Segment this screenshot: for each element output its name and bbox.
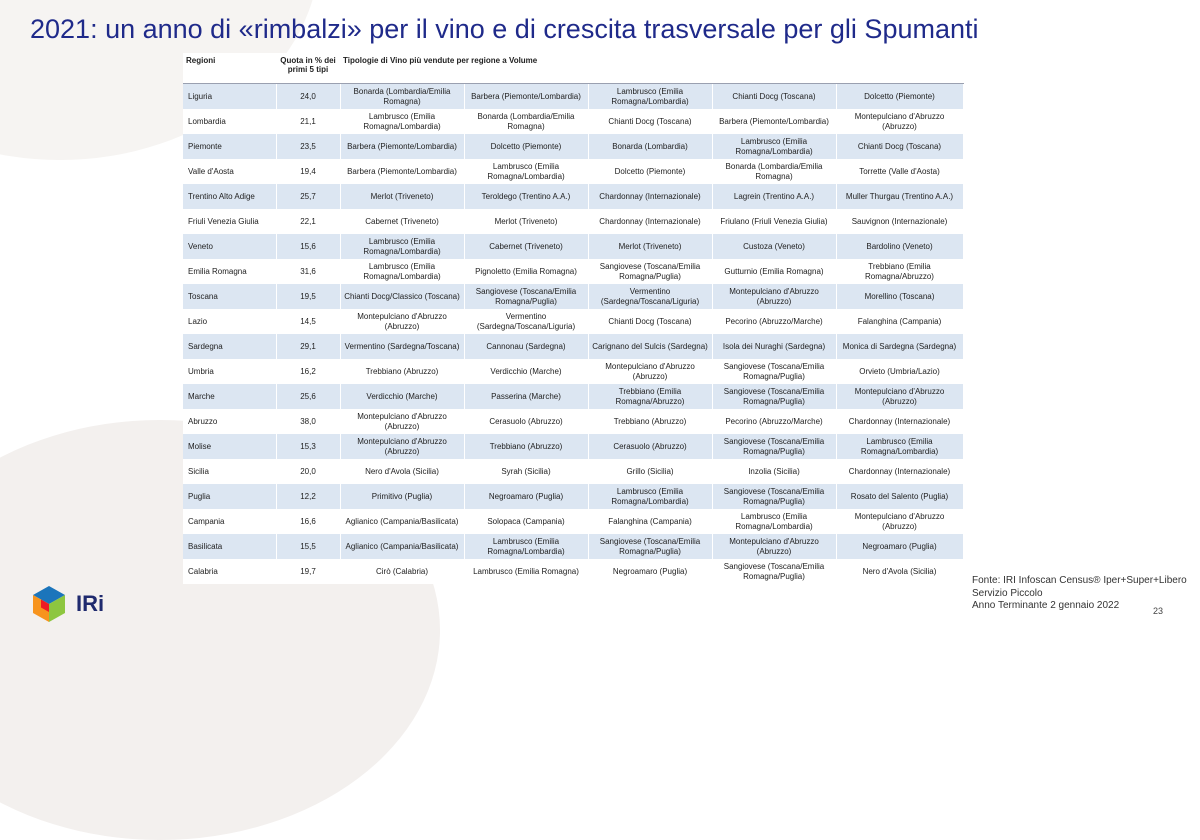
table-row [183, 159, 963, 184]
region-cell: Piemonte [183, 134, 276, 159]
wine-cell: Barbera (Piemonte/Lombardia) [340, 159, 464, 184]
wine-cell: Morellino (Toscana) [836, 284, 963, 309]
header-empty [836, 53, 963, 84]
wine-cell: Montepulciano d'Abruzzo (Abruzzo) [340, 409, 464, 434]
quota-cell: 29,1 [276, 334, 340, 359]
wine-cell: Lambrusco (Emilia Romagna/Lombardia) [836, 434, 963, 459]
table-row [183, 209, 963, 234]
wine-cell: Chianti Docg (Toscana) [836, 134, 963, 159]
quota-cell: 38,0 [276, 409, 340, 434]
wine-cell: Custoza (Veneto) [712, 234, 836, 259]
table-row [183, 359, 963, 384]
quota-cell: 25,6 [276, 384, 340, 409]
quota-cell: 25,7 [276, 184, 340, 209]
wine-cell: Chianti Docg/Classico (Toscana) [340, 284, 464, 309]
wine-cell: Syrah (Sicilia) [464, 459, 588, 484]
wine-cell: Chardonnay (Internazionale) [588, 184, 712, 209]
wine-cell: Falanghina (Campania) [836, 309, 963, 334]
wine-cell: Trebbiano (Emilia Romagna/Abruzzo) [836, 259, 963, 284]
region-cell: Puglia [183, 484, 276, 509]
table-row [183, 234, 963, 259]
header-empty [712, 53, 836, 84]
table-row [183, 484, 963, 509]
wine-cell: Montepulciano d'Abruzzo (Abruzzo) [712, 534, 836, 559]
wine-cell: Cirò (Calabria) [340, 559, 464, 584]
wine-cell: Cabernet (Triveneto) [464, 234, 588, 259]
region-cell: Sardegna [183, 334, 276, 359]
quota-cell: 14,5 [276, 309, 340, 334]
wine-cell: Lambrusco (Emilia Romagna/Lombardia) [340, 234, 464, 259]
wine-cell: Sangiovese (Toscana/Emilia Romagna/Puglia) [712, 359, 836, 384]
wine-cell: Chianti Docg (Toscana) [588, 309, 712, 334]
table-row [183, 459, 963, 484]
wine-cell: Sangiovese (Toscana/Emilia Romagna/Puglia) [588, 259, 712, 284]
header-regions: Regioni [183, 53, 276, 84]
wine-cell: Pecorino (Abruzzo/Marche) [712, 409, 836, 434]
table-row [183, 384, 963, 409]
region-cell: Sicilia [183, 459, 276, 484]
wine-cell: Isola dei Nuraghi (Sardegna) [712, 334, 836, 359]
wine-cell: Lambrusco (Emilia Romagna/Lombardia) [340, 259, 464, 284]
wine-cell: Cerasuolo (Abruzzo) [464, 409, 588, 434]
wine-cell: Pecorino (Abruzzo/Marche) [712, 309, 836, 334]
region-cell: Lombardia [183, 109, 276, 134]
table-row [183, 509, 963, 534]
wine-cell: Chianti Docg (Toscana) [712, 84, 836, 110]
wine-cell: Merlot (Triveneto) [340, 184, 464, 209]
wine-cell: Lambrusco (Emilia Romagna/Lombardia) [588, 484, 712, 509]
wine-cell: Muller Thurgau (Trentino A.A.) [836, 184, 963, 209]
wine-cell: Lambrusco (Emilia Romagna/Lombardia) [464, 159, 588, 184]
wine-cell: Bardolino (Veneto) [836, 234, 963, 259]
quota-cell: 15,3 [276, 434, 340, 459]
wine-cell: Monica di Sardegna (Sardegna) [836, 334, 963, 359]
table-row [183, 284, 963, 309]
region-cell: Veneto [183, 234, 276, 259]
quota-cell: 15,6 [276, 234, 340, 259]
region-cell: Calabria [183, 559, 276, 584]
table-row [183, 259, 963, 284]
wine-cell: Nero d'Avola (Sicilia) [836, 559, 963, 584]
wine-cell: Negroamaro (Puglia) [588, 559, 712, 584]
wine-cell: Sangiovese (Toscana/Emilia Romagna/Puglia) [712, 484, 836, 509]
wine-cell: Merlot (Triveneto) [464, 209, 588, 234]
table-row [183, 534, 963, 559]
source-line: Anno Terminante 2 gennaio 2022 [972, 600, 1120, 611]
quota-cell: 19,4 [276, 159, 340, 184]
wine-cell: Montepulciano d'Abruzzo (Abruzzo) [836, 509, 963, 534]
table-row [183, 409, 963, 434]
wine-cell: Trebbiano (Abruzzo) [464, 434, 588, 459]
wine-cell: Chardonnay (Internazionale) [588, 209, 712, 234]
wine-cell: Bonarda (Lombardia/Emilia Romagna) [464, 109, 588, 134]
wine-cell: Montepulciano d'Abruzzo (Abruzzo) [588, 359, 712, 384]
wine-cell: Solopaca (Campania) [464, 509, 588, 534]
wine-cell: Pignoletto (Emilia Romagna) [464, 259, 588, 284]
wine-cell: Friulano (Friuli Venezia Giulia) [712, 209, 836, 234]
wine-cell: Sangiovese (Toscana/Emilia Romagna/Puglia) [464, 284, 588, 309]
wine-cell: Aglianico (Campania/Basilicata) [340, 534, 464, 559]
region-cell: Basilicata [183, 534, 276, 559]
wine-cell: Rosato del Salento (Puglia) [836, 484, 963, 509]
wine-cell: Sangiovese (Toscana/Emilia Romagna/Puglia) [712, 434, 836, 459]
iri-cube-icon [30, 584, 68, 624]
header-quota: Quota in % dei primi 5 tipi [276, 53, 340, 84]
wine-cell: Merlot (Triveneto) [588, 234, 712, 259]
quota-cell: 12,2 [276, 484, 340, 509]
wine-cell: Primitivo (Puglia) [340, 484, 464, 509]
quota-cell: 15,5 [276, 534, 340, 559]
wine-cell: Montepulciano d'Abruzzo (Abruzzo) [836, 384, 963, 409]
wine-cell: Lagrein (Trentino A.A.) [712, 184, 836, 209]
region-cell: Umbria [183, 359, 276, 384]
wine-cell: Sauvignon (Internazionale) [836, 209, 963, 234]
wine-cell: Dolcetto (Piemonte) [588, 159, 712, 184]
page-title: 2021: un anno di «rimbalzi» per il vino e di crescita trasversale per gli Spumanti [30, 14, 979, 44]
table-row [183, 559, 963, 584]
wine-cell: Trebbiano (Abruzzo) [340, 359, 464, 384]
wine-cell: Cannonau (Sardegna) [464, 334, 588, 359]
wine-cell: Orvieto (Umbria/Lazio) [836, 359, 963, 384]
iri-logo [30, 582, 130, 626]
source-line: Servizio Piccolo [972, 587, 1043, 599]
wine-cell: Inzolia (Sicilia) [712, 459, 836, 484]
wine-cell: Vermentino (Sardegna/Toscana/Liguria) [464, 309, 588, 334]
wine-cell: Trebbiano (Abruzzo) [588, 409, 712, 434]
quota-cell: 16,2 [276, 359, 340, 384]
quota-cell: 24,0 [276, 84, 340, 110]
quota-cell: 19,5 [276, 284, 340, 309]
wine-cell: Aglianico (Campania/Basilicata) [340, 509, 464, 534]
header-wine-types: Tipologie di Vino più vendute per regione a Volume [340, 53, 588, 84]
wine-cell: Negroamaro (Puglia) [836, 534, 963, 559]
table-row [183, 84, 963, 110]
region-cell: Lazio [183, 309, 276, 334]
logo-text: IRi [76, 591, 105, 616]
quota-cell: 31,6 [276, 259, 340, 284]
quota-cell: 22,1 [276, 209, 340, 234]
wine-cell: Vermentino (Sardegna/Toscana) [340, 334, 464, 359]
source-line: Fonte: IRI Infoscan Census® Iper+Super+Libero [972, 575, 1187, 586]
wine-cell: Lambrusco (Emilia Romagna/Lombardia) [712, 509, 836, 534]
wine-cell: Trebbiano (Emilia Romagna/Abruzzo) [588, 384, 712, 409]
wine-cell: Teroldego (Trentino A.A.) [464, 184, 588, 209]
region-cell: Emilia Romagna [183, 259, 276, 284]
region-cell: Toscana [183, 284, 276, 309]
wine-table-container [183, 53, 963, 584]
region-cell: Abruzzo [183, 409, 276, 434]
wine-cell: Barbera (Piemonte/Lombardia) [464, 84, 588, 110]
wine-cell: Verdicchio (Marche) [464, 359, 588, 384]
table-row [183, 134, 963, 159]
wine-cell: Montepulciano d'Abruzzo (Abruzzo) [340, 309, 464, 334]
wine-cell: Bonarda (Lombardia) [588, 134, 712, 159]
wine-cell: Lambrusco (Emilia Romagna/Lombardia) [712, 134, 836, 159]
quota-cell: 16,6 [276, 509, 340, 534]
table-row [183, 109, 963, 134]
table-row [183, 334, 963, 359]
wine-cell: Bonarda (Lombardia/Emilia Romagna) [340, 84, 464, 110]
table-body [183, 84, 963, 585]
wine-cell: Carignano del Sulcis (Sardegna) [588, 334, 712, 359]
quota-cell: 23,5 [276, 134, 340, 159]
quota-cell: 20,0 [276, 459, 340, 484]
header-empty [588, 53, 712, 84]
region-cell: Trentino Alto Adige [183, 184, 276, 209]
wine-cell: Dolcetto (Piemonte) [464, 134, 588, 159]
wine-cell: Lambrusco (Emilia Romagna/Lombardia) [588, 84, 712, 110]
wine-cell: Lambrusco (Emilia Romagna) [464, 559, 588, 584]
wine-cell: Torrette (Valle d'Aosta) [836, 159, 963, 184]
wine-cell: Montepulciano d'Abruzzo (Abruzzo) [712, 284, 836, 309]
region-cell: Friuli Venezia Giulia [183, 209, 276, 234]
wine-cell: Bonarda (Lombardia/Emilia Romagna) [712, 159, 836, 184]
table-row [183, 184, 963, 209]
wine-cell: Vermentino (Sardegna/Toscana/Liguria) [588, 284, 712, 309]
region-cell: Marche [183, 384, 276, 409]
wine-cell: Montepulciano d'Abruzzo (Abruzzo) [340, 434, 464, 459]
wine-cell: Chardonnay (Internazionale) [836, 409, 963, 434]
wine-cell: Lambrusco (Emilia Romagna/Lombardia) [464, 534, 588, 559]
wine-cell: Sangiovese (Toscana/Emilia Romagna/Puglia) [588, 534, 712, 559]
quota-cell: 21,1 [276, 109, 340, 134]
region-cell: Valle d'Aosta [183, 159, 276, 184]
wine-cell: Negroamaro (Puglia) [464, 484, 588, 509]
quota-cell: 19,7 [276, 559, 340, 584]
region-cell: Campania [183, 509, 276, 534]
wine-table [183, 53, 964, 584]
wine-cell: Chardonnay (Internazionale) [836, 459, 963, 484]
wine-cell: Lambrusco (Emilia Romagna/Lombardia) [340, 109, 464, 134]
region-cell: Molise [183, 434, 276, 459]
wine-cell: Falanghina (Campania) [588, 509, 712, 534]
wine-cell: Gutturnio (Emilia Romagna) [712, 259, 836, 284]
wine-cell: Barbera (Piemonte/Lombardia) [340, 134, 464, 159]
region-cell: Liguria [183, 84, 276, 110]
wine-cell: Cerasuolo (Abruzzo) [588, 434, 712, 459]
wine-cell: Grillo (Sicilia) [588, 459, 712, 484]
table-row [183, 309, 963, 334]
wine-cell: Chianti Docg (Toscana) [588, 109, 712, 134]
table-row [183, 434, 963, 459]
page-number: 23 [1153, 606, 1164, 616]
wine-cell: Cabernet (Triveneto) [340, 209, 464, 234]
wine-cell: Dolcetto (Piemonte) [836, 84, 963, 110]
wine-cell: Verdicchio (Marche) [340, 384, 464, 409]
wine-cell: Nero d'Avola (Sicilia) [340, 459, 464, 484]
wine-cell: Sangiovese (Toscana/Emilia Romagna/Puglia) [712, 384, 836, 409]
wine-cell: Sangiovese (Toscana/Emilia Romagna/Puglia) [712, 559, 836, 584]
wine-cell: Montepulciano d'Abruzzo (Abruzzo) [836, 109, 963, 134]
table-header-row [183, 53, 963, 84]
wine-cell: Passerina (Marche) [464, 384, 588, 409]
wine-cell: Barbera (Piemonte/Lombardia) [712, 109, 836, 134]
